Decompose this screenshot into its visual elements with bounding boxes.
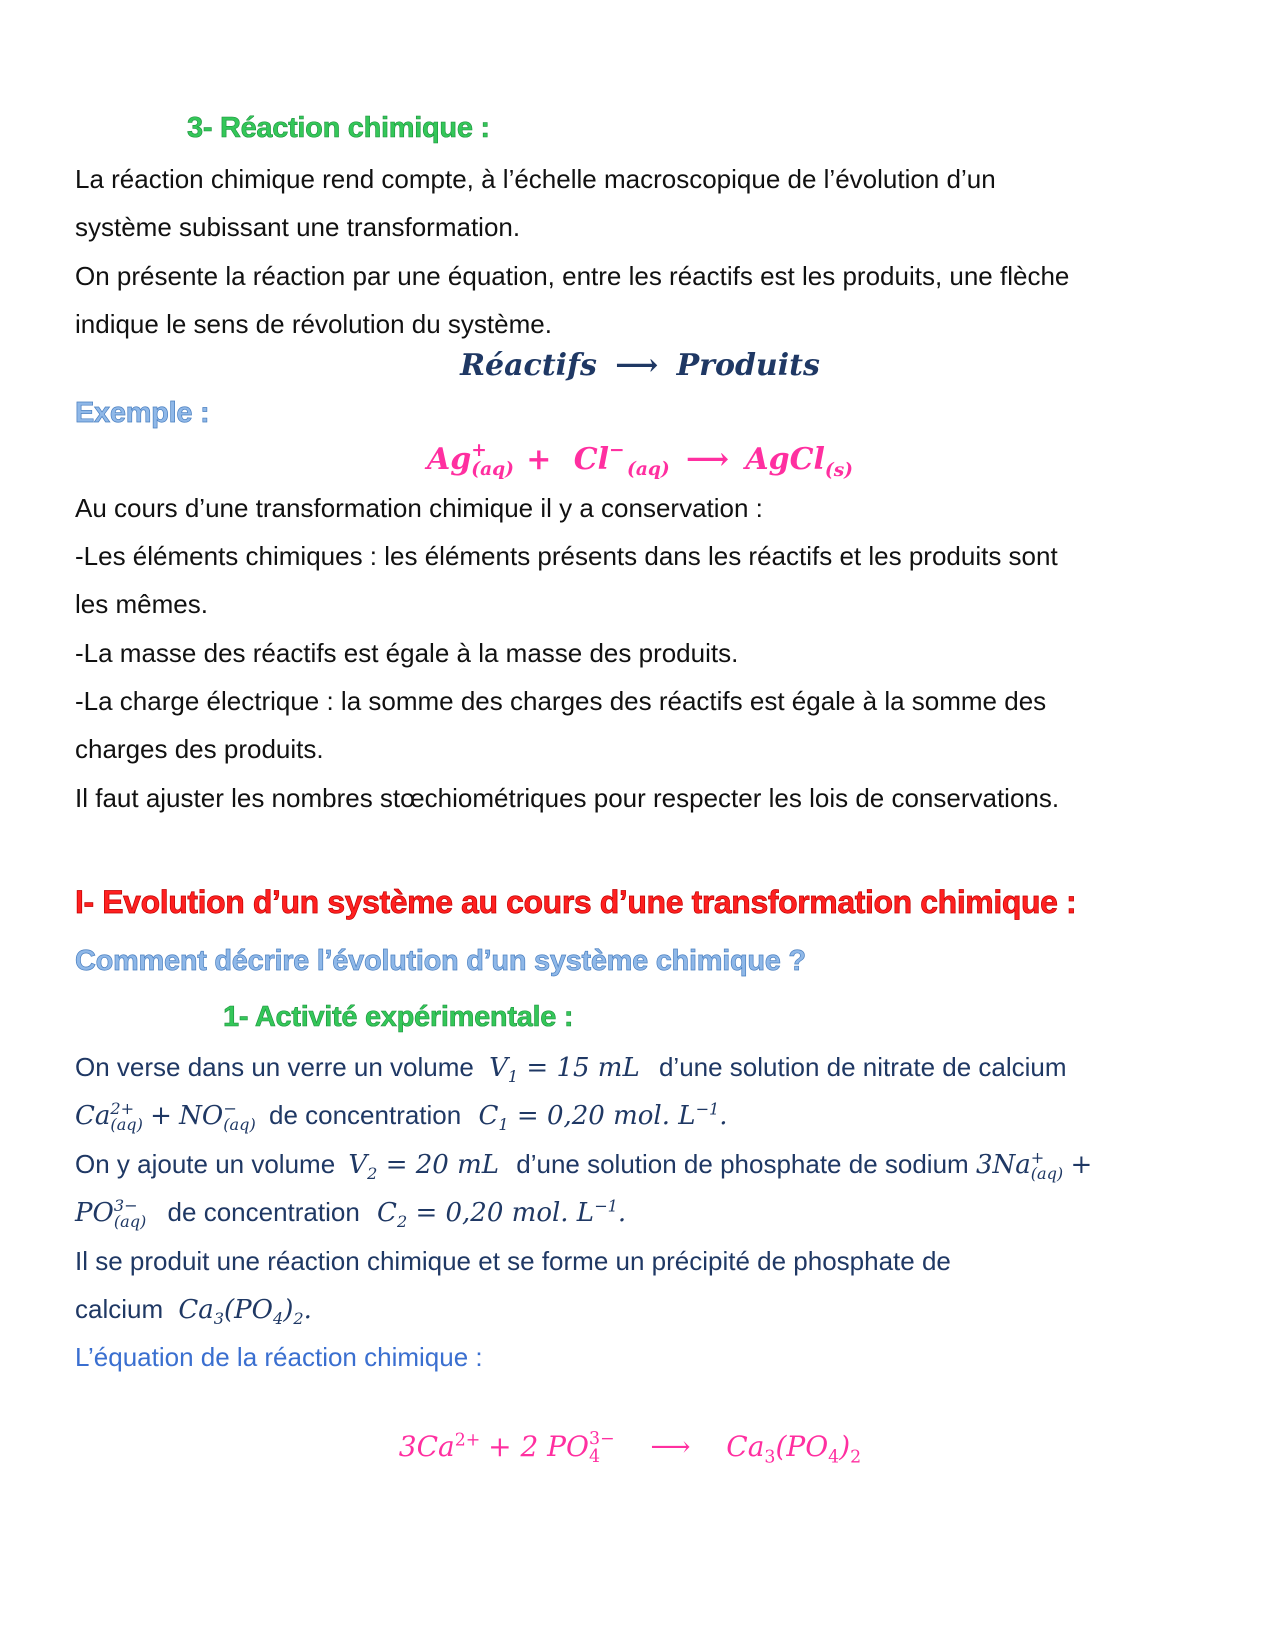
state: (aq): [627, 459, 670, 481]
index: 4: [588, 1446, 601, 1467]
ion-indices: [223, 1101, 256, 1133]
ion-indices: [589, 1431, 615, 1466]
general-equation: [75, 348, 1205, 383]
arrow-icon: ⟶: [650, 1430, 691, 1463]
bullet-line: -Les éléments chimiques : les éléments présents dans les réactifs et les produits sont: [75, 541, 1058, 571]
plus-sign: +: [1070, 1150, 1093, 1180]
index: 2: [850, 1447, 862, 1468]
charge: 3−: [113, 1196, 138, 1215]
state: (aq): [113, 1212, 147, 1232]
question-heading: Comment décrire l’évolution d’un système chimique ?: [75, 945, 806, 977]
period: .: [617, 1198, 627, 1228]
concentration-c1: [478, 1099, 728, 1135]
activity-line: [75, 1197, 626, 1230]
text: calcium: [75, 1294, 164, 1324]
charge: −: [609, 440, 625, 462]
volume-v2: [348, 1150, 500, 1184]
symbol: C: [478, 1101, 499, 1131]
paragraph-line: Au cours d’une transformation chimique il y a conservation :: [75, 493, 763, 523]
part-heading: I- Evolution d’un système au cours d’une transformation chimique :: [75, 884, 1077, 920]
symbol: V: [348, 1150, 368, 1180]
activity-line: [75, 1294, 312, 1329]
period: .: [303, 1295, 312, 1325]
ion-indices: [110, 1101, 143, 1133]
part: ): [839, 1430, 851, 1463]
example-equation: [75, 442, 1205, 480]
ion-calcium: Ca: [75, 1101, 111, 1131]
example-label: Exemple :: [75, 397, 210, 429]
section-heading-reaction: 3- Réaction chimique :: [187, 112, 490, 144]
charge: +: [1030, 1148, 1045, 1167]
equation-reactants: Réactifs: [460, 348, 597, 383]
charge: +: [471, 440, 487, 462]
state: (aq): [110, 1115, 143, 1135]
index: 4: [828, 1447, 840, 1468]
ion-sodium: 3Na: [975, 1150, 1031, 1180]
state: (s): [824, 460, 853, 481]
paragraph-line: Il faut ajuster les nombres stœchiométriques pour respecter les lois de conservations.: [75, 783, 1060, 813]
equation-label: L’équation de la réaction chimique :: [75, 1342, 483, 1372]
activity-line: [75, 1052, 1067, 1087]
bullet-line: -La masse des réactifs est égale à la masse des produits.: [75, 638, 739, 668]
product-calcium-phosphate: [726, 1430, 862, 1468]
activity-heading: 1- Activité expérimentale :: [223, 1001, 574, 1033]
text: de concentration: [167, 1197, 360, 1227]
value: = 0,20 mol. L: [415, 1198, 595, 1228]
part: (PO: [224, 1295, 273, 1325]
index: 2: [396, 1212, 408, 1232]
period: .: [719, 1101, 728, 1131]
concentration-c2: [377, 1196, 627, 1232]
reactant-phosphate: + 2 PO: [488, 1430, 589, 1463]
state: (aq): [471, 459, 514, 481]
state: (aq): [1030, 1164, 1064, 1184]
ion-indices: [471, 442, 514, 479]
reactant-silver: Ag: [427, 442, 472, 477]
exponent: −1: [695, 1099, 720, 1119]
volume-v1: [489, 1053, 640, 1087]
ion-indices: [1031, 1150, 1064, 1182]
charge: 2+: [454, 1430, 481, 1451]
ion-indices: [114, 1198, 147, 1230]
part: Ca: [726, 1430, 765, 1463]
paragraph-line: La réaction chimique rend compte, à l’échelle macroscopique de l’évolution d’un: [75, 164, 996, 194]
index: 2: [293, 1309, 304, 1329]
value: = 15 mL: [526, 1053, 640, 1083]
text: de concentration: [268, 1100, 462, 1130]
formula-calcium-phosphate: [178, 1295, 312, 1329]
symbol: V: [489, 1053, 508, 1083]
ion-phosphate: PO: [75, 1198, 114, 1228]
value: = 20 mL: [385, 1150, 500, 1180]
paragraph-line: indique le sens de révolution du système.: [75, 309, 552, 339]
text: On verse dans un verre un volume: [75, 1052, 474, 1082]
index: 1: [507, 1067, 519, 1087]
reactant-calcium: 3Ca: [398, 1430, 455, 1463]
bullet-line: les mêmes.: [75, 589, 208, 619]
value: = 0,20 mol. L: [516, 1101, 696, 1131]
plus-sign: +: [526, 442, 552, 477]
paragraph-line: On présente la réaction par une équation, entre les réactifs est les produits, une flèche: [75, 261, 1070, 291]
symbol: C: [377, 1198, 397, 1228]
index: 3: [764, 1447, 776, 1468]
plus-sign: +: [150, 1101, 172, 1131]
index: 2: [367, 1164, 378, 1184]
paragraph-line: système subissant une transformation.: [75, 212, 521, 242]
charge: −: [223, 1099, 237, 1118]
product-agcl: AgCl: [745, 442, 825, 477]
arrow-icon: ⟶: [686, 442, 730, 477]
reactant-chloride: Cl: [573, 442, 610, 477]
charge: 2+: [110, 1099, 135, 1118]
index: 1: [498, 1115, 509, 1135]
ion-indices: [609, 442, 670, 479]
text: d’une solution de phosphate de sodium: [516, 1149, 969, 1179]
bullet-line: -La charge électrique : la somme des charges des réactifs est égale à la somme des: [75, 686, 1047, 716]
activity-line: [75, 1149, 1092, 1182]
activity-line: [75, 1100, 728, 1133]
arrow-icon: ⟶: [615, 348, 659, 383]
index: 4: [272, 1309, 284, 1329]
activity-line: Il se produit une réaction chimique et se forme un précipité de phosphate de: [75, 1246, 951, 1276]
document-page: [75, 0, 1205, 1650]
bullet-line: charges des produits.: [75, 734, 324, 764]
exponent: −1: [594, 1196, 618, 1216]
ion-nitrate: NO: [179, 1101, 224, 1131]
text: d’une solution de nitrate de calcium: [658, 1052, 1067, 1082]
charge: 3−: [588, 1429, 615, 1450]
part: ): [283, 1295, 294, 1325]
part: Ca: [178, 1295, 214, 1325]
final-equation: [65, 1430, 1195, 1466]
part: (PO: [775, 1430, 829, 1463]
text: On y ajoute un volume: [75, 1149, 336, 1179]
equation-products: Produits: [676, 348, 820, 383]
state: (aq): [223, 1115, 256, 1135]
index: 3: [213, 1309, 225, 1329]
